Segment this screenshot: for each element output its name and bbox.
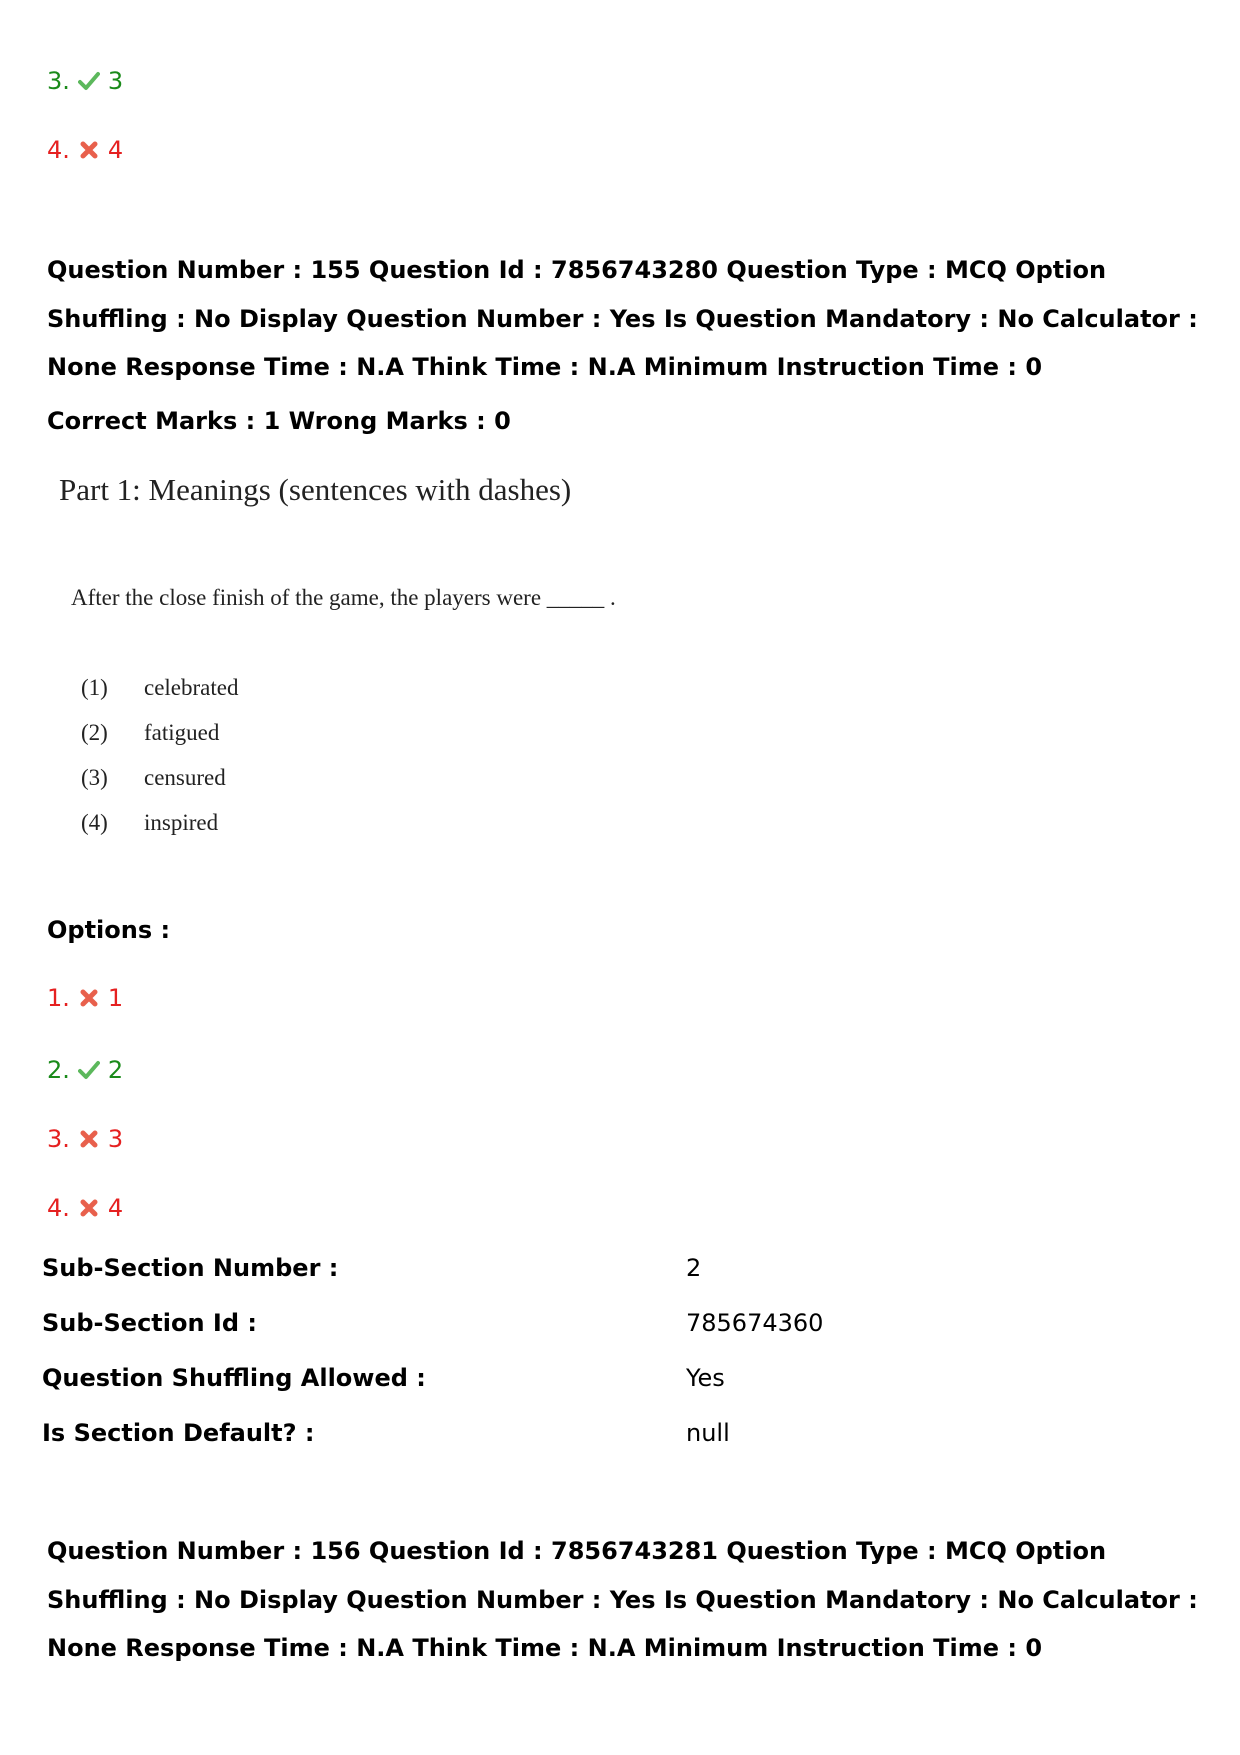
choice-number: (3) bbox=[81, 765, 108, 790]
option-label: 4 bbox=[107, 136, 124, 164]
question-shuffling-value: Yes bbox=[686, 1364, 725, 1392]
option-row bbox=[47, 1055, 123, 1085]
cross-icon bbox=[78, 987, 100, 1009]
option-row bbox=[47, 983, 123, 1013]
choice-number: (2) bbox=[81, 720, 108, 745]
question-meta: Question Number : 155 Question Id : 7856743280 Question Type : MCQ Option Shuffling : No Display Question Number : Yes Is Question Mandatory : No Calculator : None Response Time : N.A Think Time : N.A Minimum Instruction Time : 0 bbox=[47, 256, 1198, 381]
options-heading: Options : bbox=[47, 916, 171, 944]
question-meta: Question Number : 156 Question Id : 7856743281 Question Type : MCQ Option Shuffling : No Display Question Number : Yes Is Question Mandatory : No Calculator : None Response Time : N.A Think Time : N.A Minimum Instruction Time : 0 bbox=[47, 1537, 1198, 1662]
question-stem: After the close finish of the game, the players were _____ . bbox=[71, 585, 616, 610]
option-label: 3 bbox=[107, 1125, 124, 1153]
check-icon bbox=[78, 1059, 100, 1081]
option-row bbox=[47, 1193, 123, 1223]
question-choice bbox=[81, 808, 218, 838]
subsection-id-label: Sub-Section Id : bbox=[42, 1309, 257, 1337]
question-choice bbox=[81, 763, 226, 793]
option-label: 1 bbox=[107, 984, 124, 1012]
option-number: 4. bbox=[47, 1194, 70, 1222]
option-label: 3 bbox=[107, 67, 124, 95]
question-choice bbox=[81, 673, 238, 703]
choice-text: celebrated bbox=[144, 675, 239, 700]
choice-text: inspired bbox=[144, 810, 219, 835]
subsection-number-value: 2 bbox=[686, 1254, 702, 1282]
cross-icon bbox=[78, 139, 100, 161]
option-number: 2. bbox=[47, 1056, 70, 1084]
section-default-label: Is Section Default? : bbox=[42, 1419, 315, 1447]
choice-text: censured bbox=[144, 765, 226, 790]
check-icon bbox=[78, 70, 100, 92]
option-row bbox=[47, 135, 123, 165]
choice-number: (1) bbox=[81, 675, 108, 700]
subsection-number-label: Sub-Section Number : bbox=[42, 1254, 339, 1282]
question-choice bbox=[81, 718, 219, 748]
option-number: 3. bbox=[47, 1125, 70, 1153]
cross-icon bbox=[78, 1128, 100, 1150]
question-shuffling-label: Question Shuffling Allowed : bbox=[42, 1364, 426, 1392]
option-label: 4 bbox=[107, 1194, 124, 1222]
section-default-value: null bbox=[686, 1419, 730, 1447]
option-number: 3. bbox=[47, 67, 70, 95]
cross-icon bbox=[78, 1197, 100, 1219]
option-number: 4. bbox=[47, 136, 70, 164]
choice-text: fatigued bbox=[144, 720, 220, 745]
option-row bbox=[47, 1124, 123, 1154]
question-image-title: Part 1: Meanings (sentences with dashes) bbox=[59, 472, 572, 507]
subsection-id-value: 785674360 bbox=[686, 1309, 824, 1337]
option-row bbox=[47, 66, 123, 96]
choice-number: (4) bbox=[81, 810, 108, 835]
question-marks: Correct Marks : 1 Wrong Marks : 0 bbox=[47, 407, 511, 435]
option-label: 2 bbox=[107, 1056, 124, 1084]
option-number: 1. bbox=[47, 984, 70, 1012]
